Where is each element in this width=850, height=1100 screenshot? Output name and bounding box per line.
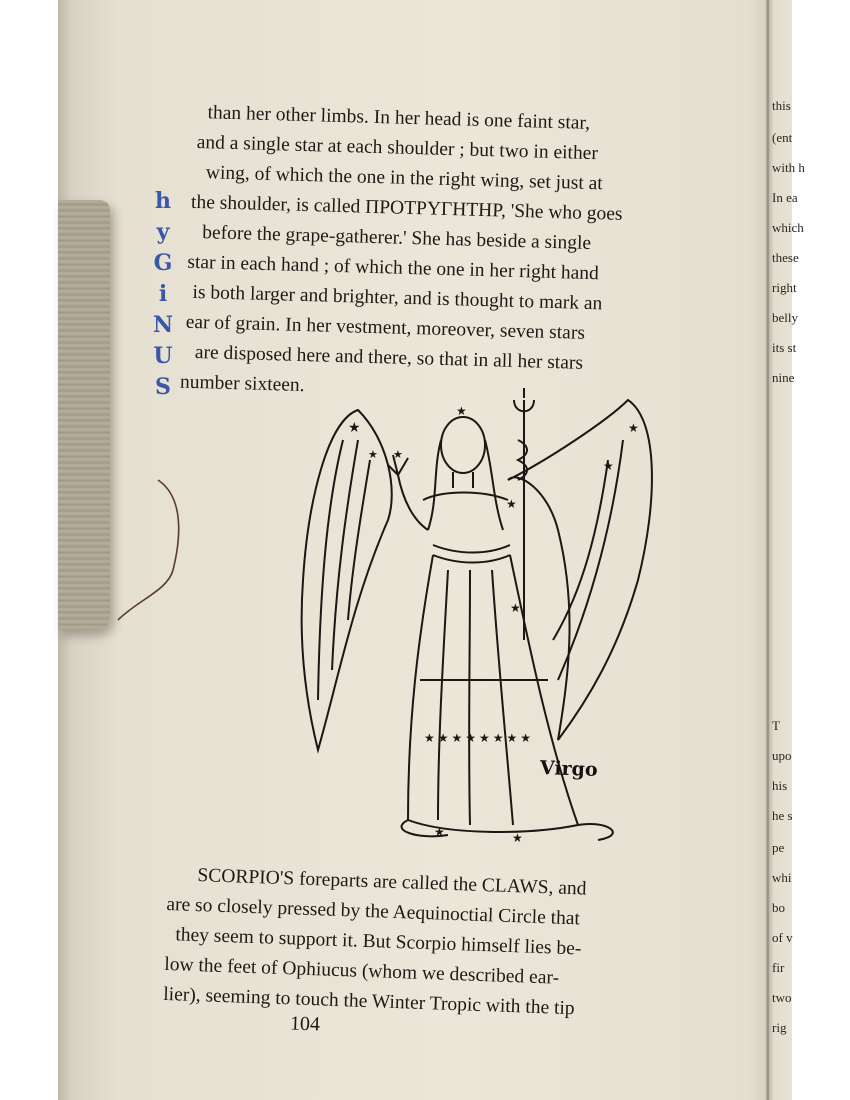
facing-page-fragment: nine <box>772 370 795 385</box>
facing-page-fragment: his <box>772 778 788 793</box>
facing-page-fragment: with h <box>772 160 805 175</box>
facing-page-fragment: rig <box>772 1020 787 1035</box>
virgo-woodcut <box>248 380 639 860</box>
facing-page-fragment: In ea <box>772 190 798 205</box>
running-head <box>150 186 176 403</box>
running-head-letter: y <box>156 219 170 245</box>
running-head-letter: G <box>153 250 173 276</box>
svg-text:★: ★ <box>348 421 361 436</box>
book-photo <box>58 0 805 1100</box>
facing-page-fragment: bo <box>772 900 785 915</box>
svg-text:★: ★ <box>456 404 467 418</box>
running-head-letter: N <box>152 312 174 338</box>
facing-page-fragment: T <box>772 718 780 733</box>
text-line: wing, of which the one in the right wing, set just at <box>205 162 604 195</box>
facing-page-fragment: these <box>772 250 799 265</box>
facing-page-fragment: which <box>772 220 804 235</box>
text-line: the shoulder, is called ΠΡΟΤΡΥΓΗΤΗΡ, 'She who goes <box>190 191 623 225</box>
facing-page-edge <box>772 0 805 1100</box>
facing-page-fragment: whi <box>772 870 792 885</box>
text-line: are so closely pressed by the Aequinoctial Circle that <box>166 893 581 930</box>
illustration-caption: Virgo <box>539 757 598 781</box>
text-line: ear of grain. In her vestment, moreover, seven stars <box>185 311 586 344</box>
bookmark-thread <box>98 480 238 640</box>
svg-text:★: ★ <box>434 825 445 839</box>
facing-page-fragment: pe <box>772 840 785 855</box>
svg-text:★: ★ <box>510 601 521 615</box>
svg-text:★ ★ ★ ★ ★ ★ ★ ★: ★ ★ ★ ★ ★ ★ ★ ★ <box>424 731 532 745</box>
text-line: are disposed here and there, so that in all her stars <box>194 342 584 374</box>
facing-page-fragment: he s <box>772 808 793 823</box>
text-line: SCORPIO'S foreparts are called the CLAWS, and <box>197 865 587 900</box>
svg-text:★: ★ <box>506 497 517 511</box>
running-head-letter: h <box>155 188 171 214</box>
running-head-letter: U <box>153 343 173 369</box>
facing-page-fragment: two <box>772 990 792 1005</box>
book-gutter <box>766 0 770 1100</box>
svg-text:★: ★ <box>603 459 614 473</box>
text-line: low the feet of Ophiucus (whom we described ear- <box>163 953 560 989</box>
facing-page-fragment: its st <box>772 340 797 355</box>
text-line: than her other limbs. In her head is one faint star, <box>207 102 591 134</box>
facing-page-fragment: upo <box>772 748 792 763</box>
facing-page-fragment: this <box>772 98 791 113</box>
svg-text:★: ★ <box>368 449 378 461</box>
svg-text:★: ★ <box>512 831 523 845</box>
text-line: star in each hand ; of which the one in her right hand <box>187 251 600 285</box>
facing-page-fragment: right <box>772 280 797 295</box>
text-line: lier), seeming to touch the Winter Tropic with the tip <box>162 983 575 1020</box>
top-paragraph <box>179 98 626 410</box>
text-line: number sixteen. <box>179 371 305 397</box>
bottom-paragraph <box>163 860 587 1025</box>
text-line: and a single star at each shoulder ; but two in either <box>196 131 599 165</box>
page-number: 104 <box>289 1012 321 1036</box>
svg-text:★: ★ <box>393 449 403 461</box>
text-line: before the grape-gatherer.' She has beside a single <box>201 222 592 255</box>
facing-page-fragment: belly <box>772 310 798 325</box>
facing-page-fragment: (ent <box>772 130 793 145</box>
svg-text:★: ★ <box>628 421 639 435</box>
running-head-letter: S <box>155 374 171 400</box>
facing-page-fragment: of v <box>772 930 793 945</box>
facing-page-fragment: fir <box>772 960 785 975</box>
running-head-letter: i <box>158 281 168 307</box>
text-line: is both larger and brighter, and is thought to mark an <box>192 281 603 315</box>
text-line: they seem to support it. But Scorpio himself lies be- <box>175 924 582 960</box>
